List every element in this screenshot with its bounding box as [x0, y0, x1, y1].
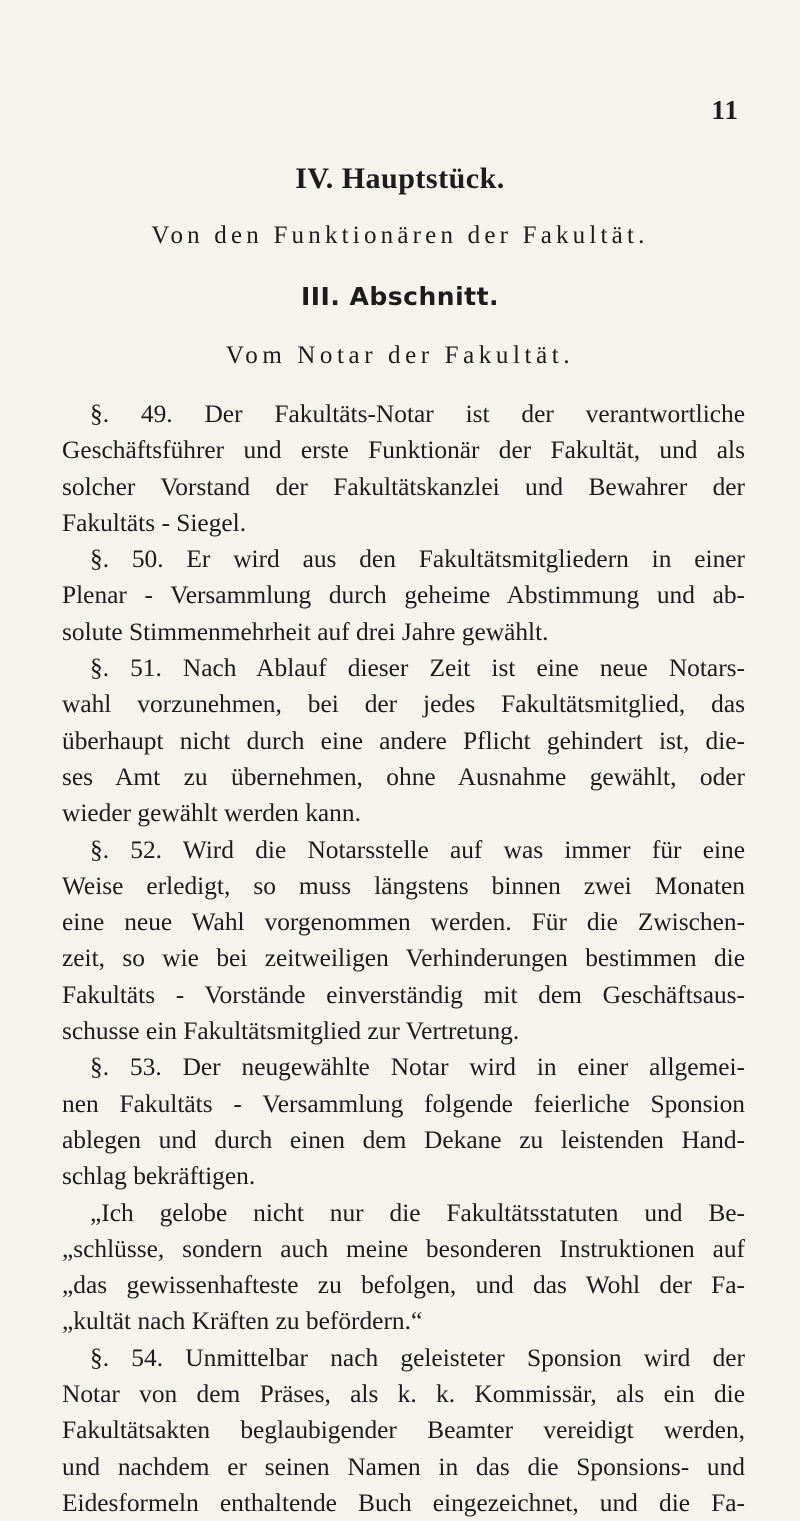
- text-line: ses Amt zu übernehmen, ohne Ausnahme gewählt, oder: [62, 762, 745, 791]
- text-line: „Ich gelobe nicht nur die Fakultätsstatuten und Be-: [90, 1198, 745, 1227]
- text-line: „kultät nach Kräften zu befördern.“: [62, 1307, 423, 1336]
- text-line: „schlüsse, sondern auch meine besonderen Instruktionen auf: [62, 1234, 745, 1263]
- section-heading: III. Abschnitt.: [300, 282, 500, 311]
- text-line: Geschäftsführer und erste Funktionär der Fakultät, und als: [62, 436, 745, 465]
- text-line: zeit, so wie bei zeitweiligen Verhinderungen bestimmen die: [62, 944, 745, 973]
- body-text: [62, 396, 745, 1521]
- text-line: Eidesformeln enthaltende Buch eingezeichnet, und die Fa-: [62, 1488, 745, 1517]
- text-line: eine neue Wahl vorgenommen werden. Für die Zwischen-: [62, 908, 745, 937]
- text-line: §. 51. Nach Ablauf dieser Zeit ist eine neue Notars-: [90, 654, 745, 683]
- text-line: und nachdem er seinen Namen in das die Sponsions- und: [62, 1452, 745, 1481]
- text-line: §. 49. Der Fakultäts-Notar ist der verantwortliche: [90, 400, 745, 428]
- text-line: solute Stimmenmehrheit auf drei Jahre gewählt.: [62, 617, 549, 646]
- text-line: §. 52. Wird die Notarsstelle auf was immer für eine: [90, 835, 745, 864]
- text-line: Weise erledigt, so muss längstens binnen zwei Monaten: [62, 871, 745, 900]
- text-line: überhaupt nicht durch eine andere Pflicht gehindert ist, die-: [62, 726, 745, 755]
- text-line: §. 50. Er wird aus den Fakultätsmitgliedern in einer: [90, 545, 745, 574]
- text-line: §. 53. Der neugewählte Notar wird in einer allgemei-: [90, 1053, 745, 1082]
- text-line: Plenar - Versammlung durch geheime Abstimmung und ab-: [62, 581, 745, 610]
- chapter-heading: IV. Hauptstück.: [295, 162, 505, 195]
- text-line: solcher Vorstand der Fakultätskanzlei und Bewahrer der: [62, 472, 745, 501]
- chapter-subtitle: Von den Funktionären der Fakultät.: [151, 222, 649, 249]
- text-line: ablegen und durch einen dem Dekane zu leistenden Hand-: [62, 1125, 745, 1154]
- text-line: Fakultäts - Siegel.: [62, 508, 247, 537]
- text-line: wahl vorzunehmen, bei der jedes Fakultätsmitglied, das: [62, 690, 745, 719]
- text-line: Fakultätsakten beglaubigender Beamter vereidigt werden,: [62, 1416, 745, 1445]
- text-line: §. 54. Unmittelbar nach geleisteter Sponsion wird der: [90, 1343, 745, 1372]
- text-line: Fakultäts - Vorstände einverständig mit dem Geschäftsaus-: [62, 980, 745, 1009]
- text-line: Notar von dem Präses, als k. k. Kommissär, als ein die: [62, 1380, 745, 1409]
- text-line: wieder gewählt werden kann.: [62, 799, 361, 828]
- text-line: „das gewissenhafteste zu befolgen, und das Wohl der Fa-: [62, 1271, 745, 1300]
- text-line: nen Fakultäts - Versammlung folgende feierliche Sponsion: [62, 1089, 745, 1118]
- text-line: schlag bekräftigen.: [62, 1162, 256, 1191]
- text-line: schusse ein Fakultätsmitglied zur Vertretung.: [62, 1017, 520, 1046]
- section-subtitle: Vom Notar der Fakultät.: [225, 342, 575, 369]
- page-number: 11: [711, 95, 739, 125]
